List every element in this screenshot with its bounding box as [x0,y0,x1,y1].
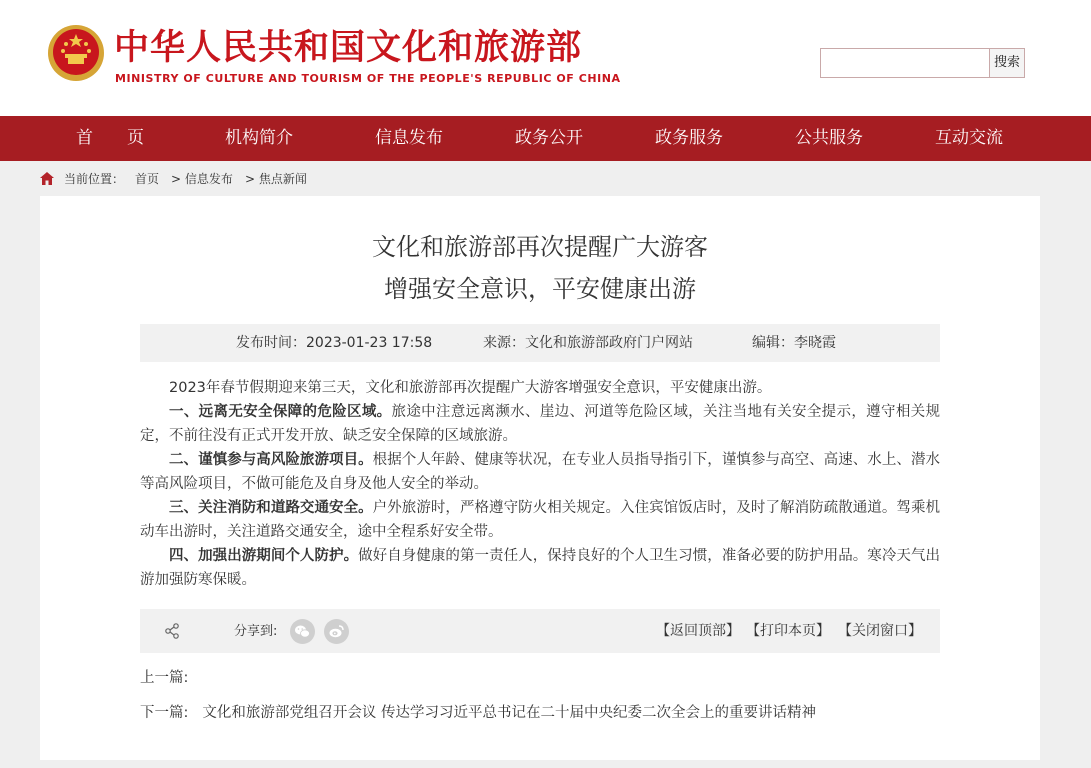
paragraph: 二、谨慎参与高风险旅游项目。根据个人年龄、健康等状况，在专业人员指导指引下，谨慎参与高空、高速、水上、潜水等高风险项目，不做可能危及自身及他人安全的举动。 [140,452,940,492]
wechat-icon[interactable] [290,619,315,644]
next-article [140,703,816,723]
back-to-top-link[interactable]: 【返回顶部】 [656,623,740,639]
home-icon [40,172,54,185]
prev-label: 上一篇: [140,670,189,686]
weibo-icon[interactable] [324,619,349,644]
prev-article [140,668,202,688]
nav-item-government-services[interactable]: 政务服务 [655,128,723,148]
article-source: 来源：文化和旅游部政府门户网站 [483,335,693,351]
nav-item-news[interactable]: 信息发布 [375,128,443,148]
nav-item-government-affairs[interactable]: 政务公开 [515,128,583,148]
national-emblem-icon [46,22,106,84]
print-page-link[interactable]: 【打印本页】 [746,623,830,639]
site-title: 中华人民共和国文化和旅游部 [114,28,583,68]
breadcrumb-label: 当前位置： [64,172,125,186]
nav-item-home[interactable]: 首 页 [76,128,144,148]
article-meta [140,324,940,362]
paragraph: 四、加强出游期间个人防护。做好自身健康的第一责任人，保持良好的个人卫生习惯，准备必要的防护用品。寒冷天气出游加强防寒保暖。 [140,548,940,588]
breadcrumb-home[interactable]: 首页 [135,172,160,186]
paragraph: 一、远离无安全保障的危险区域。旅途中注意远离濒水、崖边、河道等危险区域，关注当地有关安全提示，遵守相关规定，不前往没有正式开发开放、缺乏安全保障的区域旅游。 [140,404,940,444]
breadcrumb-news[interactable]: > 信息发布 [171,172,233,186]
share-label: 分享到: [234,624,278,639]
site-header [0,0,1091,116]
next-label: 下一篇: [140,705,189,721]
share-bar [140,609,940,653]
site-subtitle: MINISTRY OF CULTURE AND TOURISM OF THE PEOPLE'S REPUBLIC OF CHINA [115,72,621,85]
search-box [820,48,1025,78]
article-editor: 编辑：李晓霞 [752,335,836,351]
close-window-link[interactable]: 【关闭窗口】 [838,623,922,639]
main-nav [0,116,1091,161]
search-button[interactable]: 搜索 [989,49,1024,77]
publish-time: 发布时间：2023-01-23 17:58 [236,335,433,351]
search-input[interactable] [821,49,989,77]
nav-item-public-services[interactable]: 公共服务 [795,128,863,148]
next-article-link[interactable]: 文化和旅游部党组召开会议 传达学习习近平总书记在二十届中央纪委二次全会上的重要讲话精神 [202,705,816,721]
share-icon[interactable] [164,623,180,639]
nav-item-interaction[interactable]: 互动交流 [935,128,1003,148]
content-panel [40,196,1040,760]
breadcrumb-focus-news[interactable]: > 焦点新闻 [245,172,307,186]
paragraph: 三、关注消防和道路交通安全。户外旅游时，严格遵守防火相关规定。入住宾馆饭店时，及时了解消防疏散通道。驾乘机动车出游时，关注道路交通安全，途中全程系好安全带。 [140,500,940,540]
article-title-line1: 文化和旅游部再次提醒广大游客 [372,233,708,261]
nav-item-about[interactable]: 机构简介 [225,128,293,148]
article-title-line2: 增强安全意识，平安健康出游 [384,275,696,303]
paragraph: 2023年春节假期迎来第三天，文化和旅游部再次提醒广大游客增强安全意识，平安健康出游。 [169,380,772,396]
article-body [140,376,940,592]
